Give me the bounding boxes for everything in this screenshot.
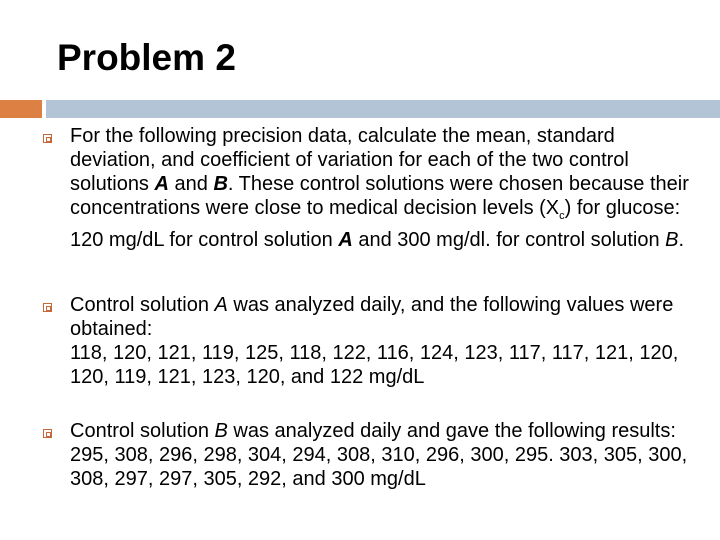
hollow-square-bullet-icon bbox=[43, 303, 52, 312]
control-a-values: 118, 120, 121, 119, 125, 118, 122, 116, 124, 123, 117, 117, 121, 120, 120, 119, 121, 123, 120, and 122 mg/dL bbox=[70, 342, 679, 388]
hollow-square-bullet-icon bbox=[43, 429, 52, 438]
header-bar bbox=[46, 100, 720, 118]
bullet-text-2: Control solution A was analyzed daily, and the following values were obtained: 118, 120, 121, 119, 125, 118, 122, 116, 124, 123, 117, 117, 121, 120, 120, 119, 121, 123, 120, and 122 mg/dL bbox=[70, 293, 690, 389]
bullet-text-3: Control solution B was analyzed daily and gave the following results: 295, 308, 296, 298, 304, 294, 308, 310, 296, 300, 295. 303, 305, 300, 308, 297, 297, 305, 292, and 300 mg/dL bbox=[70, 419, 690, 491]
accent-bar bbox=[0, 100, 42, 118]
bullet-text-1: For the following precision data, calculate the mean, standard deviation, and coefficient of variation for each of the two control solutions A and B. These control solutions were chosen because their concentrations were close to medical decision levels $(X_c)$ for glucose: 120 mg/dL for control solution A and 300 mg/dl. for control solution B. bbox=[70, 125, 689, 251]
slide-title: Problem 2 bbox=[57, 37, 236, 78]
control-b-values: 295, 308, 296, 298, 304, 294, 308, 310, 296, 300, 295. 303, 305, 300, 308, 297, 297, 305, 292, and 300 mg/dL bbox=[70, 444, 688, 490]
hollow-square-bullet-icon bbox=[43, 134, 52, 143]
